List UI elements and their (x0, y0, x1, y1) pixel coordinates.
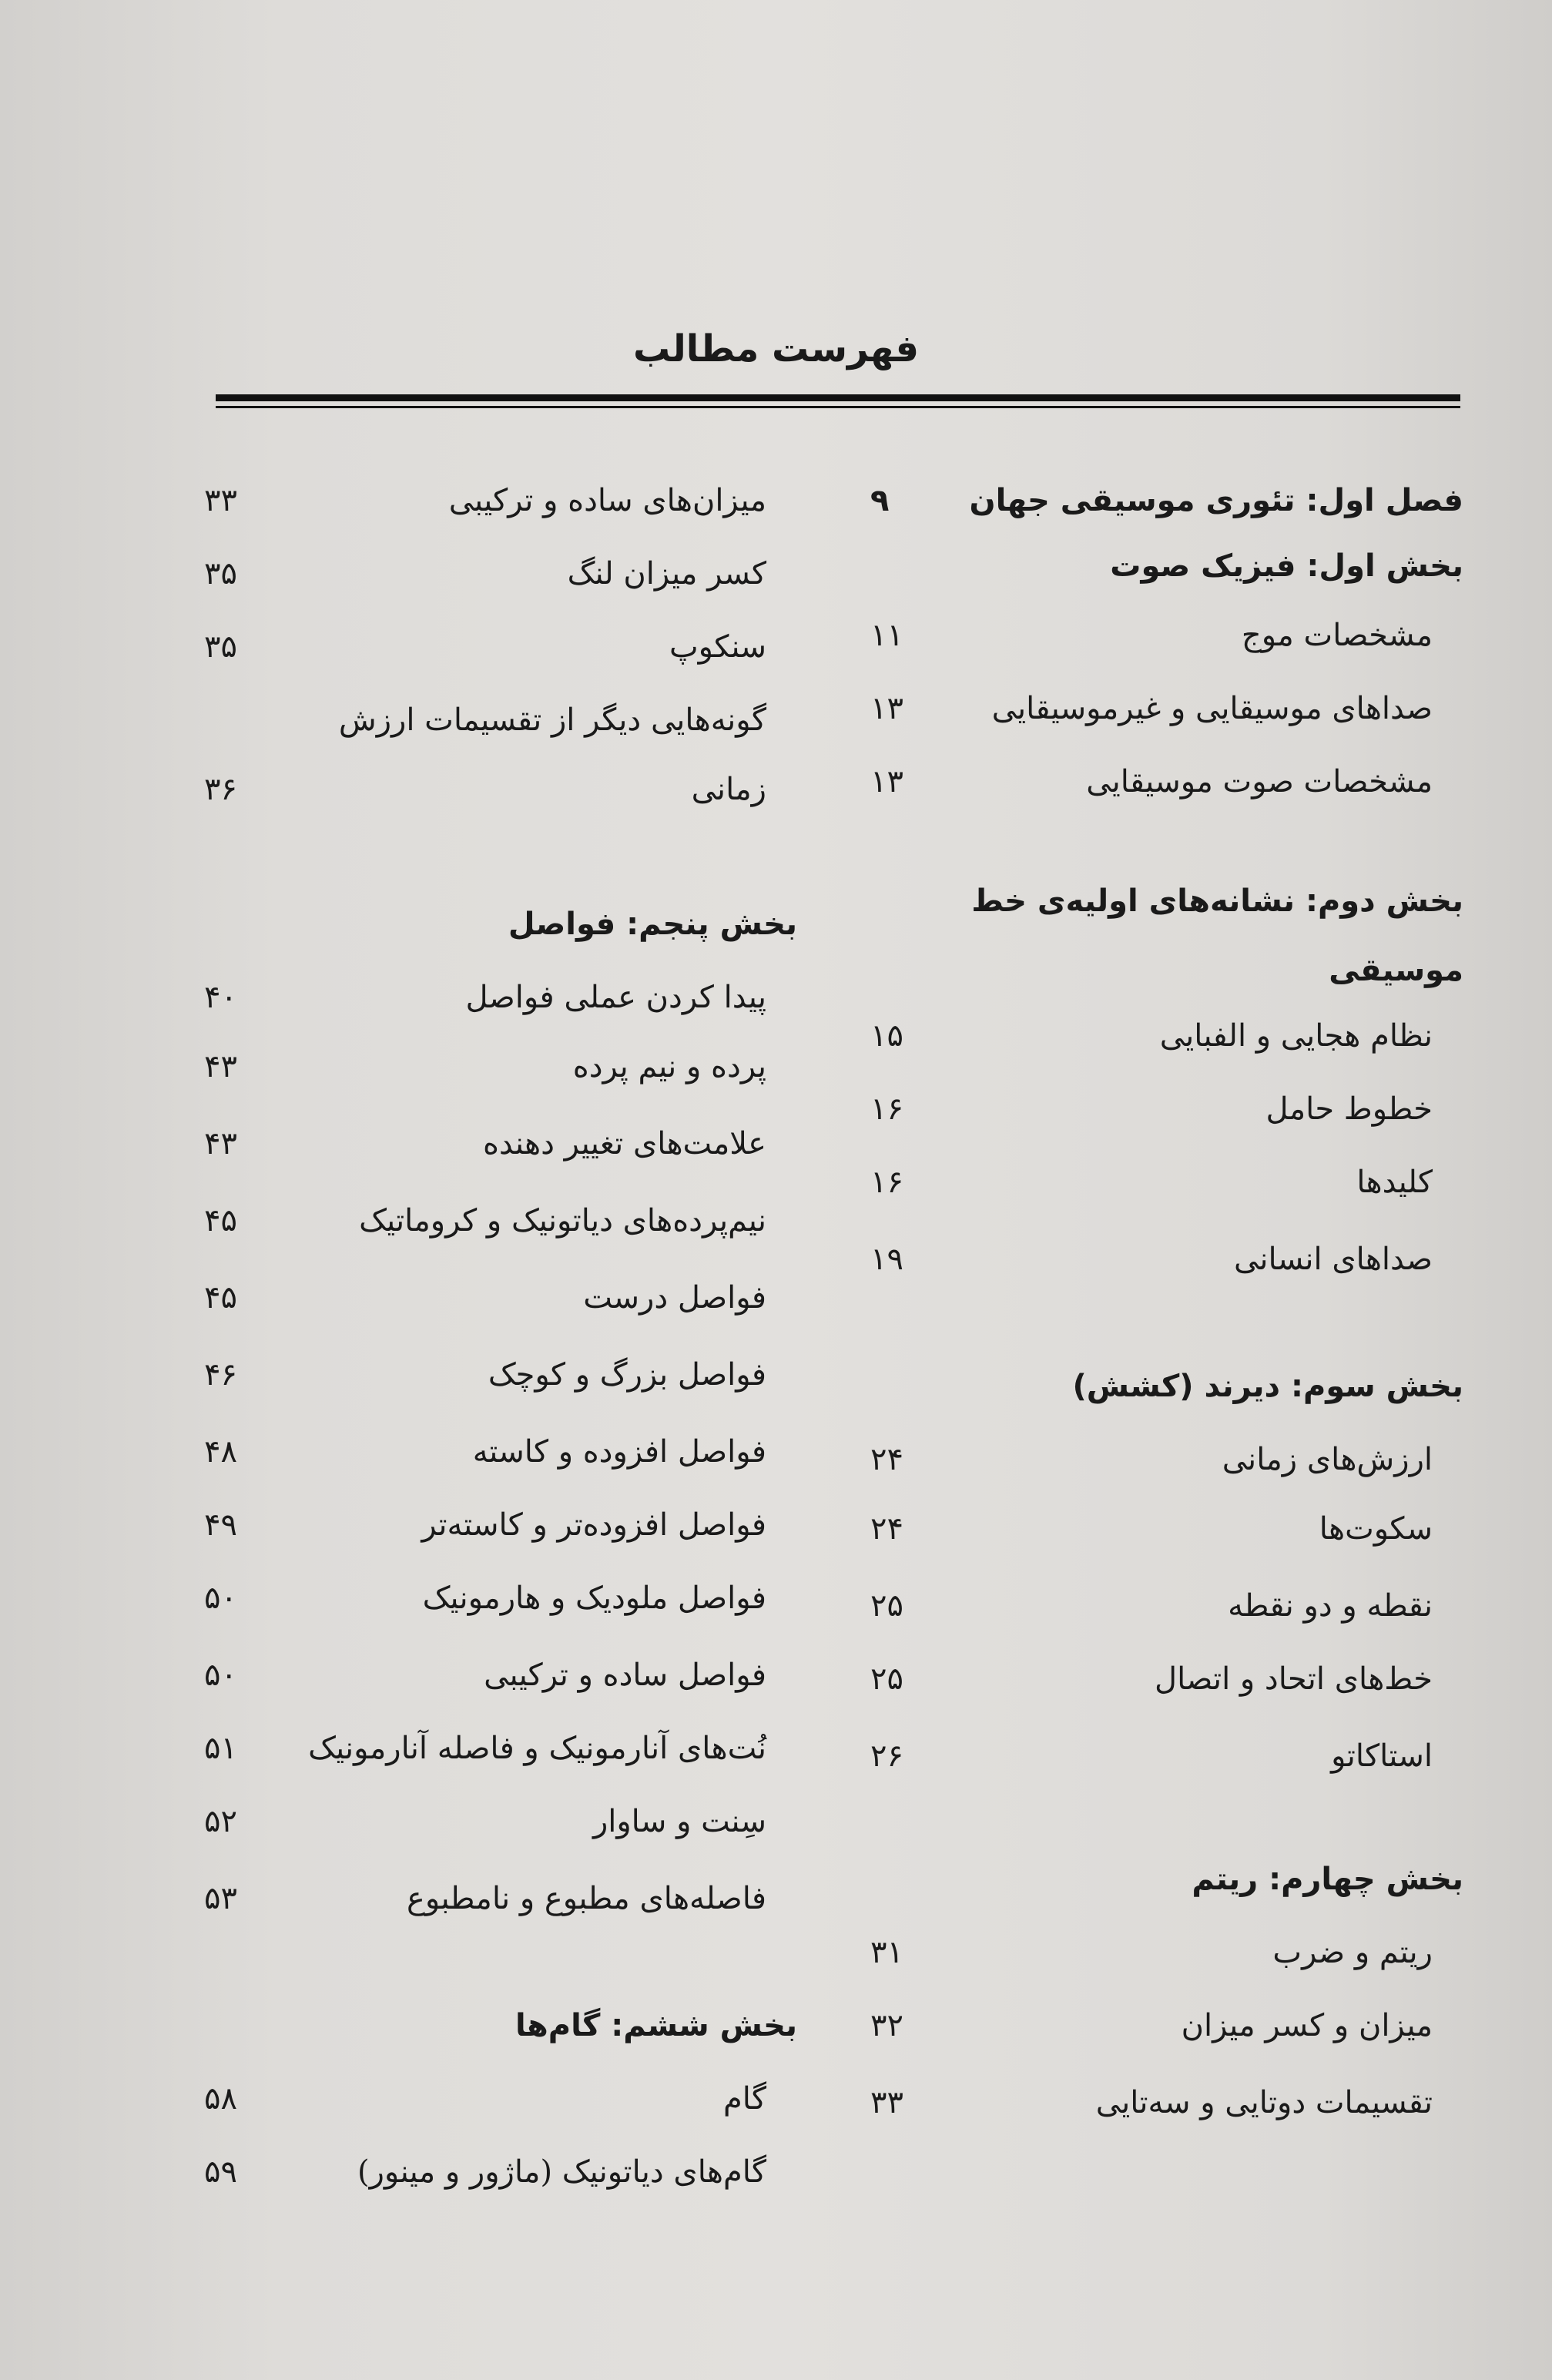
toc-entry (204, 470, 797, 531)
toc-entry-page-number: ۵۹ (204, 2154, 237, 2190)
title-rule-thick (216, 394, 1460, 401)
toc-entry (870, 1229, 1463, 1290)
toc-entry-title: استاکاتو (1331, 1738, 1433, 1774)
toc-entry-title: گونه‌هایی دیگر از تقسیمات ارزش (338, 702, 766, 738)
toc-entry-title: سِنت و ساوار (592, 1804, 766, 1839)
toc-entry (204, 2141, 797, 2203)
toc-heading (870, 870, 1463, 932)
toc-entry-page-number: ۲۵ (870, 1588, 903, 1624)
title-rule-thin (216, 406, 1460, 408)
toc-entry-title: کلیدها (1356, 1165, 1433, 1200)
toc-entry (870, 1995, 1463, 2057)
toc-entry-title: سنکوپ (669, 629, 766, 665)
toc-entry-title: فواصل افزوده‌تر و کاسته‌تر (421, 1507, 766, 1543)
toc-entry-page-number: ۵۲ (204, 1804, 237, 1839)
toc-entry-page-number: ۵۰ (204, 1658, 237, 1693)
toc-entry-page-number: ۳۵ (204, 556, 237, 592)
toc-heading (870, 1849, 1463, 1910)
toc-entry (204, 1113, 797, 1175)
toc-entry-title: خط‌های اتحاد و اتصال (1155, 1661, 1433, 1697)
toc-entry (870, 751, 1463, 813)
toc-entry (204, 1868, 797, 1929)
toc-entry-title: گام (723, 2081, 766, 2117)
toc-entry-page-number: ۲۵ (870, 1661, 903, 1697)
toc-entry (204, 1267, 797, 1329)
toc-entry-title: فواصل بزرگ و کوچک (488, 1357, 766, 1393)
toc-entry-title: نظام هجایی و الفبایی (1159, 1018, 1433, 1054)
toc-entry-page-number: ۵۱ (204, 1731, 237, 1766)
toc-entry (870, 2072, 1463, 2134)
toc-entry-title: فاصله‌های مطبوع و نامطبوع (406, 1881, 766, 1916)
toc-entry (870, 1575, 1463, 1637)
toc-entry-title: بخش دوم: نشانه‌های اولیه‌ی خط (971, 883, 1463, 919)
toc-entry-page-number: ۳۱ (870, 1935, 903, 1970)
toc-entry (204, 543, 797, 605)
toc-entry-title: میزان‌های ساده و ترکیبی (448, 483, 766, 518)
toc-entry-page-number: ۳۳ (204, 483, 237, 518)
toc-entry-title: پیدا کردن عملی فواصل (465, 980, 766, 1015)
toc-heading (204, 893, 797, 955)
toc-entry (870, 1725, 1463, 1787)
toc-entry (204, 759, 797, 820)
toc-entry-page-number: ۱۹ (870, 1242, 903, 1277)
toc-entry (870, 1922, 1463, 1983)
toc-entry-title: علامت‌های تغییر دهنده (482, 1126, 766, 1162)
toc-entry-title: خطوط حامل (1265, 1091, 1433, 1127)
toc-entry-page-number: ۵۸ (204, 2081, 237, 2117)
toc-entry-page-number: ۴۹ (204, 1507, 237, 1543)
toc-entry-page-number: ۴۳ (204, 1126, 237, 1162)
toc-heading (870, 1356, 1463, 1417)
toc-entry-page-number: ۱۳ (870, 764, 903, 799)
toc-entry-title: نقطه و دو نقطه (1228, 1588, 1433, 1624)
toc-entry-title: فواصل افزوده و کاسته (472, 1434, 766, 1470)
toc-entry-title: تقسیمات دوتایی و سه‌تایی (1095, 2085, 1433, 2120)
toc-entry (870, 1498, 1463, 1560)
toc-entry (204, 1036, 797, 1098)
toc-entry-title: پرده و نیم پرده (572, 1049, 766, 1084)
toc-entry-page-number: ۲۶ (870, 1738, 903, 1774)
toc-heading (870, 940, 1463, 1001)
toc-entry-page-number: ۵۰ (204, 1581, 237, 1616)
toc-entry (204, 616, 797, 678)
toc-entry-page-number: ۳۲ (870, 2008, 903, 2043)
toc-entry-title: کسر میزان لنگ (567, 556, 766, 592)
toc-entry (204, 689, 797, 751)
toc-entry-page-number: ۴۳ (204, 1049, 237, 1084)
toc-entry (870, 1151, 1463, 1213)
toc-entry-title: بخش ششم: گام‌ها (515, 2008, 797, 2043)
toc-entry-page-number: ۱۱ (870, 618, 903, 653)
toc-entry-title: صداهای موسیقایی و غیرموسیقایی (991, 691, 1433, 726)
toc-entry-title: فواصل درست (583, 1280, 766, 1316)
toc-entry-title: سکوت‌ها (1319, 1511, 1433, 1547)
toc-entry-title: موسیقی (1329, 953, 1463, 988)
toc-entry-title: فصل اول: تئوری موسیقی جهان (969, 483, 1463, 518)
toc-entry-page-number: ۳۶ (204, 772, 237, 807)
toc-entry-page-number: ۳۳ (870, 2085, 903, 2120)
toc-entry (870, 1648, 1463, 1710)
toc-entry-page-number: ۱۶ (870, 1091, 903, 1127)
toc-entry-page-number: ۱۵ (870, 1018, 903, 1054)
toc-entry-title: بخش سوم: دیرند (کشش) (1072, 1369, 1463, 1404)
toc-entry (204, 967, 797, 1028)
toc-entry-title: بخش چهارم: ریتم (1192, 1862, 1463, 1897)
toc-entry-title: نیم‌پرده‌های دیاتونیک و کروماتیک (359, 1203, 766, 1239)
toc-entry-page-number: ۴۵ (204, 1203, 237, 1239)
toc-entry (204, 1494, 797, 1556)
toc-entry (204, 1190, 797, 1252)
toc-entry-page-number: ۱۶ (870, 1165, 903, 1200)
toc-entry (870, 605, 1463, 666)
page-title: فهرست مطالب (632, 327, 920, 370)
toc-entry-title: زمانی (691, 772, 766, 807)
toc-entry-title: نُت‌های آنارمونیک و فاصله آنارمونیک (308, 1731, 766, 1766)
toc-entry (204, 1718, 797, 1779)
toc-entry-page-number: ۴۸ (204, 1434, 237, 1470)
toc-entry-title: ارزش‌های زمانی (1222, 1442, 1433, 1477)
toc-entry-title: ریتم و ضرب (1272, 1935, 1433, 1970)
toc-entry (204, 1644, 797, 1706)
toc-entry-page-number: ۴۵ (204, 1280, 237, 1316)
toc-entry-page-number: ۲۴ (870, 1442, 903, 1477)
toc-entry-title: بخش پنجم: فواصل (508, 907, 797, 942)
toc-entry (204, 2068, 797, 2130)
toc-entry-title: فواصل ملودیک و هارمونیک (422, 1581, 766, 1616)
toc-entry-page-number: ۳۵ (204, 629, 237, 665)
toc-entry-title: مشخصات موج (1241, 618, 1433, 653)
toc-entry (870, 1078, 1463, 1140)
toc-heading (204, 1995, 797, 2057)
toc-entry-title: صداهای انسانی (1234, 1242, 1433, 1277)
toc-entry-page-number: ۴۶ (204, 1357, 237, 1393)
toc-entry (204, 1567, 797, 1629)
toc-entry (870, 1429, 1463, 1490)
toc-entry-page-number: ۱۳ (870, 691, 903, 726)
toc-entry-title: گام‌های دیاتونیک (ماژور و مینور) (357, 2154, 766, 2190)
toc-entry (204, 1791, 797, 1852)
toc-heading (870, 470, 1463, 531)
toc-heading (870, 535, 1463, 597)
toc-entry (870, 678, 1463, 739)
toc-entry-title: فواصل ساده و ترکیبی (484, 1658, 766, 1693)
toc-entry (204, 1344, 797, 1406)
toc-entry-page-number: ۲۴ (870, 1511, 903, 1547)
toc-entry-title: مشخصات صوت موسیقایی (1086, 764, 1433, 799)
toc-entry-page-number: ۴۰ (204, 980, 237, 1015)
toc-entry (204, 1421, 797, 1483)
toc-entry-page-number: ۹ (870, 483, 890, 518)
toc-entry-title: بخش اول: فیزیک صوت (1110, 548, 1463, 584)
toc-entry (870, 1005, 1463, 1067)
toc-entry-page-number: ۵۳ (204, 1881, 237, 1916)
toc-entry-title: میزان و کسر میزان (1181, 2008, 1433, 2043)
